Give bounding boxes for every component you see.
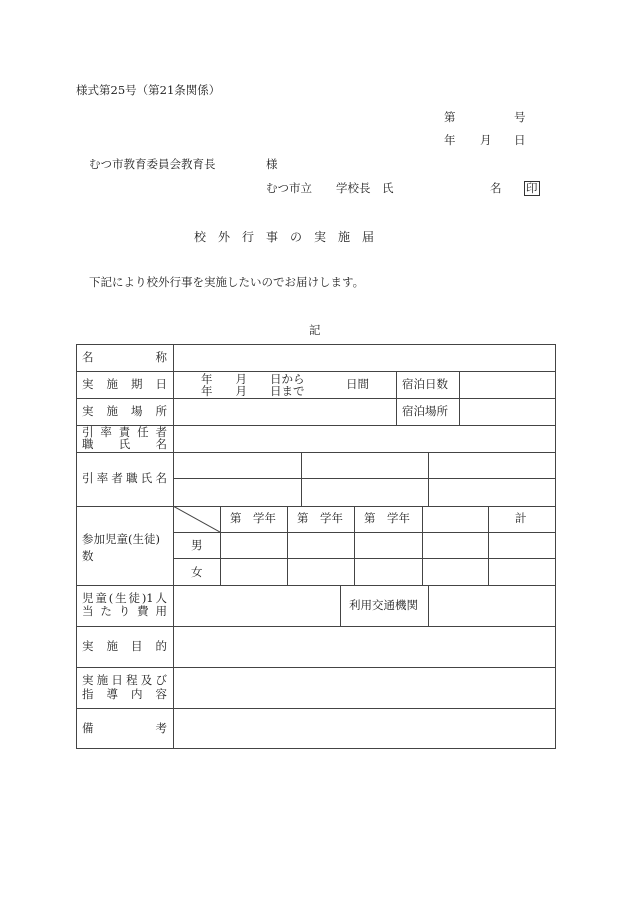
grade-2: 第 学年 [297,511,343,525]
document-title: 校 外 行 事 の 実 施 届 [194,230,375,244]
sender-school: むつ市立 [266,181,312,195]
ki-label: 記 [309,323,321,337]
form-number: 様式第25号（第21条関係） [76,83,221,97]
label-lodging: 宿泊場所 [402,404,448,418]
date-day: 日 [514,133,526,147]
label-schedule-2: 指導内容 [82,687,167,701]
label-nights: 宿泊日数 [402,377,448,391]
label-total: 計 [515,511,527,525]
label-purpose: 実施目的 [82,639,167,653]
label-place: 実施場所 [82,404,167,418]
label-participants: 参加児童(生徒)数 [82,532,160,563]
period-to: 年 月 日まで [201,384,305,398]
date-year: 年 [444,133,456,147]
sender-name-label: 名 [490,181,502,195]
label-male: 男 [191,538,203,552]
label-cost-1: 児童(生徒)1人 [82,591,167,605]
label-schedule-1: 実施日程及び [82,673,167,687]
label-transport: 利用交通機関 [349,598,418,612]
label-remarks: 備考 [82,721,167,735]
label-leader-1: 引率責任者 [82,425,167,439]
grade-1: 第 学年 [230,511,276,525]
label-cost-2: 当たり費用 [82,604,167,618]
sender-title: 学校長 氏 [336,181,394,195]
label-leader-2: 職氏名 [82,437,167,451]
date-month: 月 [480,133,492,147]
diagonal-slash [173,506,220,532]
intro-text: 下記により校外行事を実施したいのでお届けします。 [89,275,365,289]
honorific: 様 [266,157,278,171]
grade-3: 第 学年 [364,511,410,525]
label-escorts: 引率者職氏名 [82,471,167,485]
doc-no-prefix: 第 [444,110,456,124]
addressee: むつ市教育委員会教育長 [89,157,216,171]
label-days: 日間 [346,377,369,391]
label-name: 名称 [82,350,167,364]
label-female: 女 [191,565,203,579]
period-from: 年 月 日から [201,372,305,386]
seal-mark: 印 [526,181,538,195]
label-period: 実施期日 [82,377,167,391]
doc-no-suffix: 号 [514,110,526,124]
